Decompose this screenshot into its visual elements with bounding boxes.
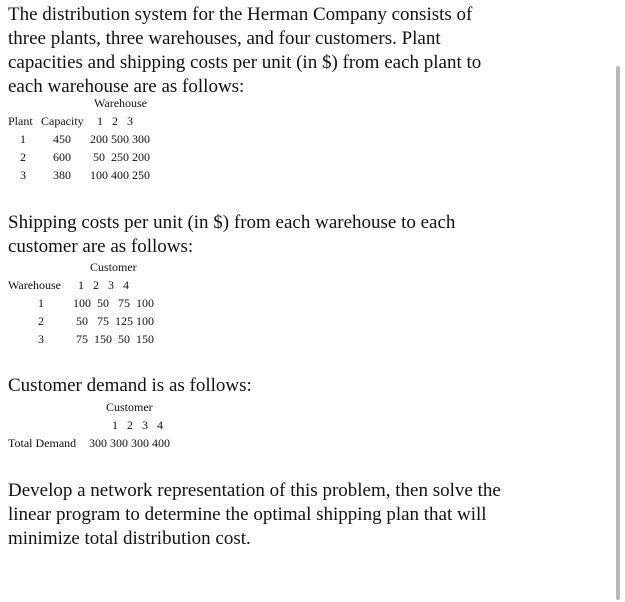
demand-paragraph bbox=[8, 374, 568, 398]
vertical-scrollbar[interactable] bbox=[616, 66, 620, 600]
warehouse-table-cell-costs: 75 150 50 150 bbox=[76, 332, 154, 346]
demand-table-row-label: Total Demand bbox=[8, 436, 77, 450]
intro-paragraph bbox=[8, 3, 568, 99]
intro-line: The distribution system for the Herman Company consists of bbox=[8, 4, 473, 25]
warehouse-table-cell-costs: 50 75 125 100 bbox=[76, 314, 154, 328]
warehouse-table-cell-warehouse: 1 bbox=[38, 296, 44, 310]
warehouse-table-group-header: Customer bbox=[90, 260, 137, 274]
plant-table-header-capacity: Capacity bbox=[41, 114, 84, 128]
plant-table-cell-costs: 200 500 300 bbox=[90, 132, 150, 146]
intro-line: three plants, three warehouses, and four customers. Plant bbox=[8, 28, 441, 49]
plant-table-cell-capacity: 380 bbox=[53, 168, 71, 182]
plant-table-cell-plant: 1 bbox=[20, 132, 26, 146]
warehouse-table bbox=[8, 258, 208, 354]
warehouse-table-header-customers: 1 2 3 4 bbox=[78, 278, 129, 292]
intro-line: each warehouse are as follows: bbox=[8, 76, 245, 97]
warehouse-table-cell-warehouse: 2 bbox=[38, 314, 44, 328]
shipping-line: Shipping costs per unit (in $) from each warehouse to each bbox=[8, 212, 456, 233]
demand-heading: Customer demand is as follows: bbox=[8, 375, 252, 396]
demand-table-values: 300 300 300 400 bbox=[89, 436, 170, 450]
shipping-paragraph bbox=[8, 211, 568, 259]
plant-table-cell-plant: 3 bbox=[20, 168, 26, 182]
warehouse-table-cell-costs: 100 50 75 100 bbox=[73, 296, 154, 310]
plant-table-cell-capacity: 450 bbox=[53, 132, 71, 146]
task-paragraph bbox=[8, 479, 568, 551]
plant-table-cell-capacity: 600 bbox=[53, 150, 71, 164]
warehouse-table-cell-warehouse: 3 bbox=[38, 332, 44, 346]
warehouse-table-header-warehouse: Warehouse bbox=[8, 278, 62, 292]
plant-table-cell-plant: 2 bbox=[20, 150, 26, 164]
plant-table bbox=[8, 94, 208, 190]
plant-table-cell-costs: 100 400 250 bbox=[90, 168, 150, 182]
demand-table-group-header: Customer bbox=[106, 400, 153, 414]
demand-table-header-customers: 1 2 3 4 bbox=[112, 418, 163, 432]
demand-table bbox=[8, 398, 208, 454]
plant-table-header-plant: Plant bbox=[8, 114, 33, 128]
plant-table-cell-costs: 50 250 200 bbox=[93, 150, 150, 164]
plant-table-group-header: Warehouse bbox=[94, 96, 148, 110]
task-line: linear program to determine the optimal shipping plan that will bbox=[8, 504, 487, 525]
task-line: minimize total distribution cost. bbox=[8, 528, 251, 549]
intro-line: capacities and shipping costs per unit (in $) from each plant to bbox=[8, 52, 482, 73]
task-line: Develop a network representation of this problem, then solve the bbox=[8, 480, 501, 501]
shipping-line: customer are as follows: bbox=[8, 236, 194, 257]
plant-table-header-warehouses: 1 2 3 bbox=[97, 114, 133, 128]
